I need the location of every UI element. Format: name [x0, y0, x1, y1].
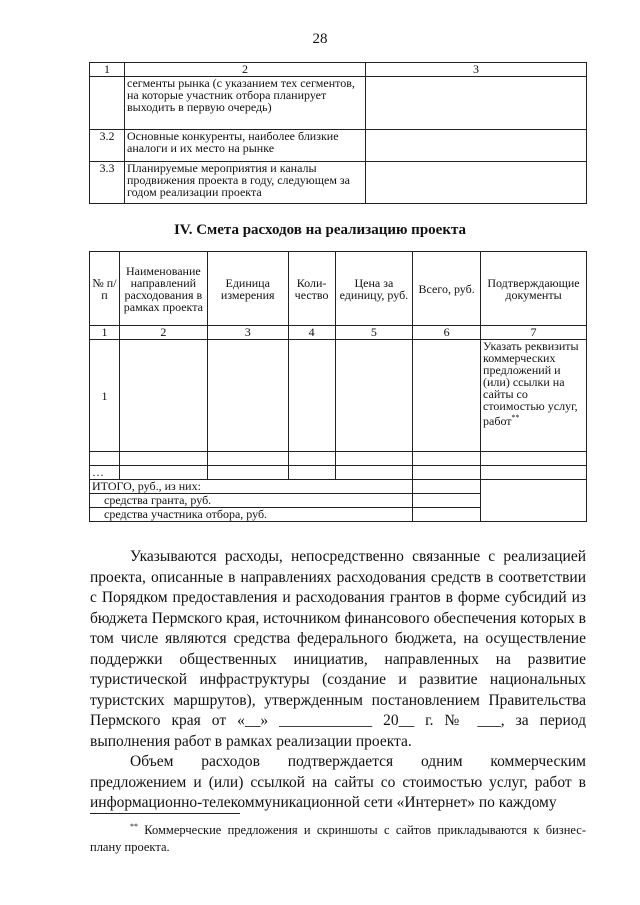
header-cell: Подтверждающие документы	[481, 252, 587, 326]
supporting-documents-text: Указать реквизиты коммерческих предложений и (или) ссылки на сайты со стоимостью услуг, работ	[483, 339, 579, 428]
table-header-row	[90, 252, 587, 326]
table-header-row	[90, 63, 587, 77]
column-number: 3	[207, 326, 288, 340]
column-number: 4	[288, 326, 335, 340]
header-cell: Коли-чество	[288, 252, 335, 326]
row-number	[90, 77, 125, 130]
row-value	[366, 77, 587, 130]
header-cell: 3	[366, 63, 587, 77]
row-text: Планируемые мероприятия и каналы продвижения проекта в году, следующем за годом реализации проекта	[125, 162, 366, 204]
section-title: IV. Смета расходов на реализацию проекта	[173, 222, 467, 238]
column-number: 5	[335, 326, 413, 340]
header-cell: № п/п	[90, 252, 120, 326]
header-cell: 2	[125, 63, 366, 77]
row-value	[366, 130, 587, 162]
footnote-divider	[90, 813, 240, 814]
paragraph: Указываются расходы, непосредственно связанные с реализацией проекта, описанные в направлениях расходования средств в соответствии с Порядком предоставления и расходования грантов в форме субсидий из бюджета Пермского края, источником финансового обеспечения которых в том числе являются средства федерального бюджета, на осуществление поддержки общественных инициатив, направленных на развитие туристической инфраструктуры (создание и развитие национальных туристских маршрутов), утвержденным постановлением Правительства Пермского края от «__» ____________ 20__ г. № ___, за период выполнения работ в рамках реализации проекта.	[90, 548, 586, 750]
body-text	[90, 547, 586, 814]
column-number: 7	[481, 326, 587, 340]
footnote-text: Коммерческие предложения и скриншоты с сайтов прикладываются к бизнес-плану проекта.	[90, 823, 587, 855]
header-cell: Всего, руб.	[413, 252, 481, 326]
footnote-mark: **	[511, 413, 520, 422]
header-cell: Единица измерения	[207, 252, 288, 326]
column-number: 6	[413, 326, 481, 340]
empty-cell	[335, 340, 413, 452]
header-cell: Цена за единицу, руб.	[335, 252, 413, 326]
participant-label: средства участника отбора, руб.	[90, 508, 413, 522]
row-number: 1	[90, 340, 120, 452]
row-number: 3.2	[90, 130, 125, 162]
row-value	[366, 162, 587, 204]
table-row	[90, 162, 587, 204]
empty-cell	[207, 340, 288, 452]
row-number: 3.3	[90, 162, 125, 204]
business-plan-table	[89, 62, 587, 204]
grant-label: средства гранта, руб.	[90, 494, 413, 508]
row-text: Основные конкуренты, наиболее близкие аналоги и их место на рынке	[125, 130, 366, 162]
total-row	[90, 480, 587, 494]
column-numbers-row	[90, 326, 587, 340]
column-number: 1	[90, 326, 120, 340]
total-label: ИТОГО, руб., из них:	[90, 480, 413, 494]
header-cell: 1	[90, 63, 125, 77]
footnote	[90, 818, 586, 856]
header-cell: Наименование направлений расходования в рамках проекта	[119, 252, 207, 326]
table-row	[90, 466, 587, 480]
table-row	[90, 452, 587, 466]
empty-cell	[481, 480, 587, 522]
table-row	[90, 77, 587, 130]
column-number: 2	[119, 326, 207, 340]
empty-cell	[288, 340, 335, 452]
page-number: 28	[312, 31, 328, 47]
paragraph: Объем расходов подтверждается одним коммерческим предложением и (или) ссылкой на сайты со стоимостью услуг, работ в информационно-телекоммуникационной сети «Интернет» по каждому	[90, 753, 586, 811]
footnote-mark: **	[130, 822, 138, 831]
empty-cell	[413, 340, 481, 452]
ellipsis-cell: …	[90, 466, 120, 480]
empty-cell	[119, 340, 207, 452]
table-row	[90, 130, 587, 162]
expense-estimate-table	[89, 251, 587, 522]
supporting-documents-cell	[481, 340, 587, 452]
table-row	[90, 340, 587, 452]
row-text: сегменты рынка (с указанием тех сегментов, на которые участник отбора планирует выходить в первую очередь)	[125, 77, 366, 130]
